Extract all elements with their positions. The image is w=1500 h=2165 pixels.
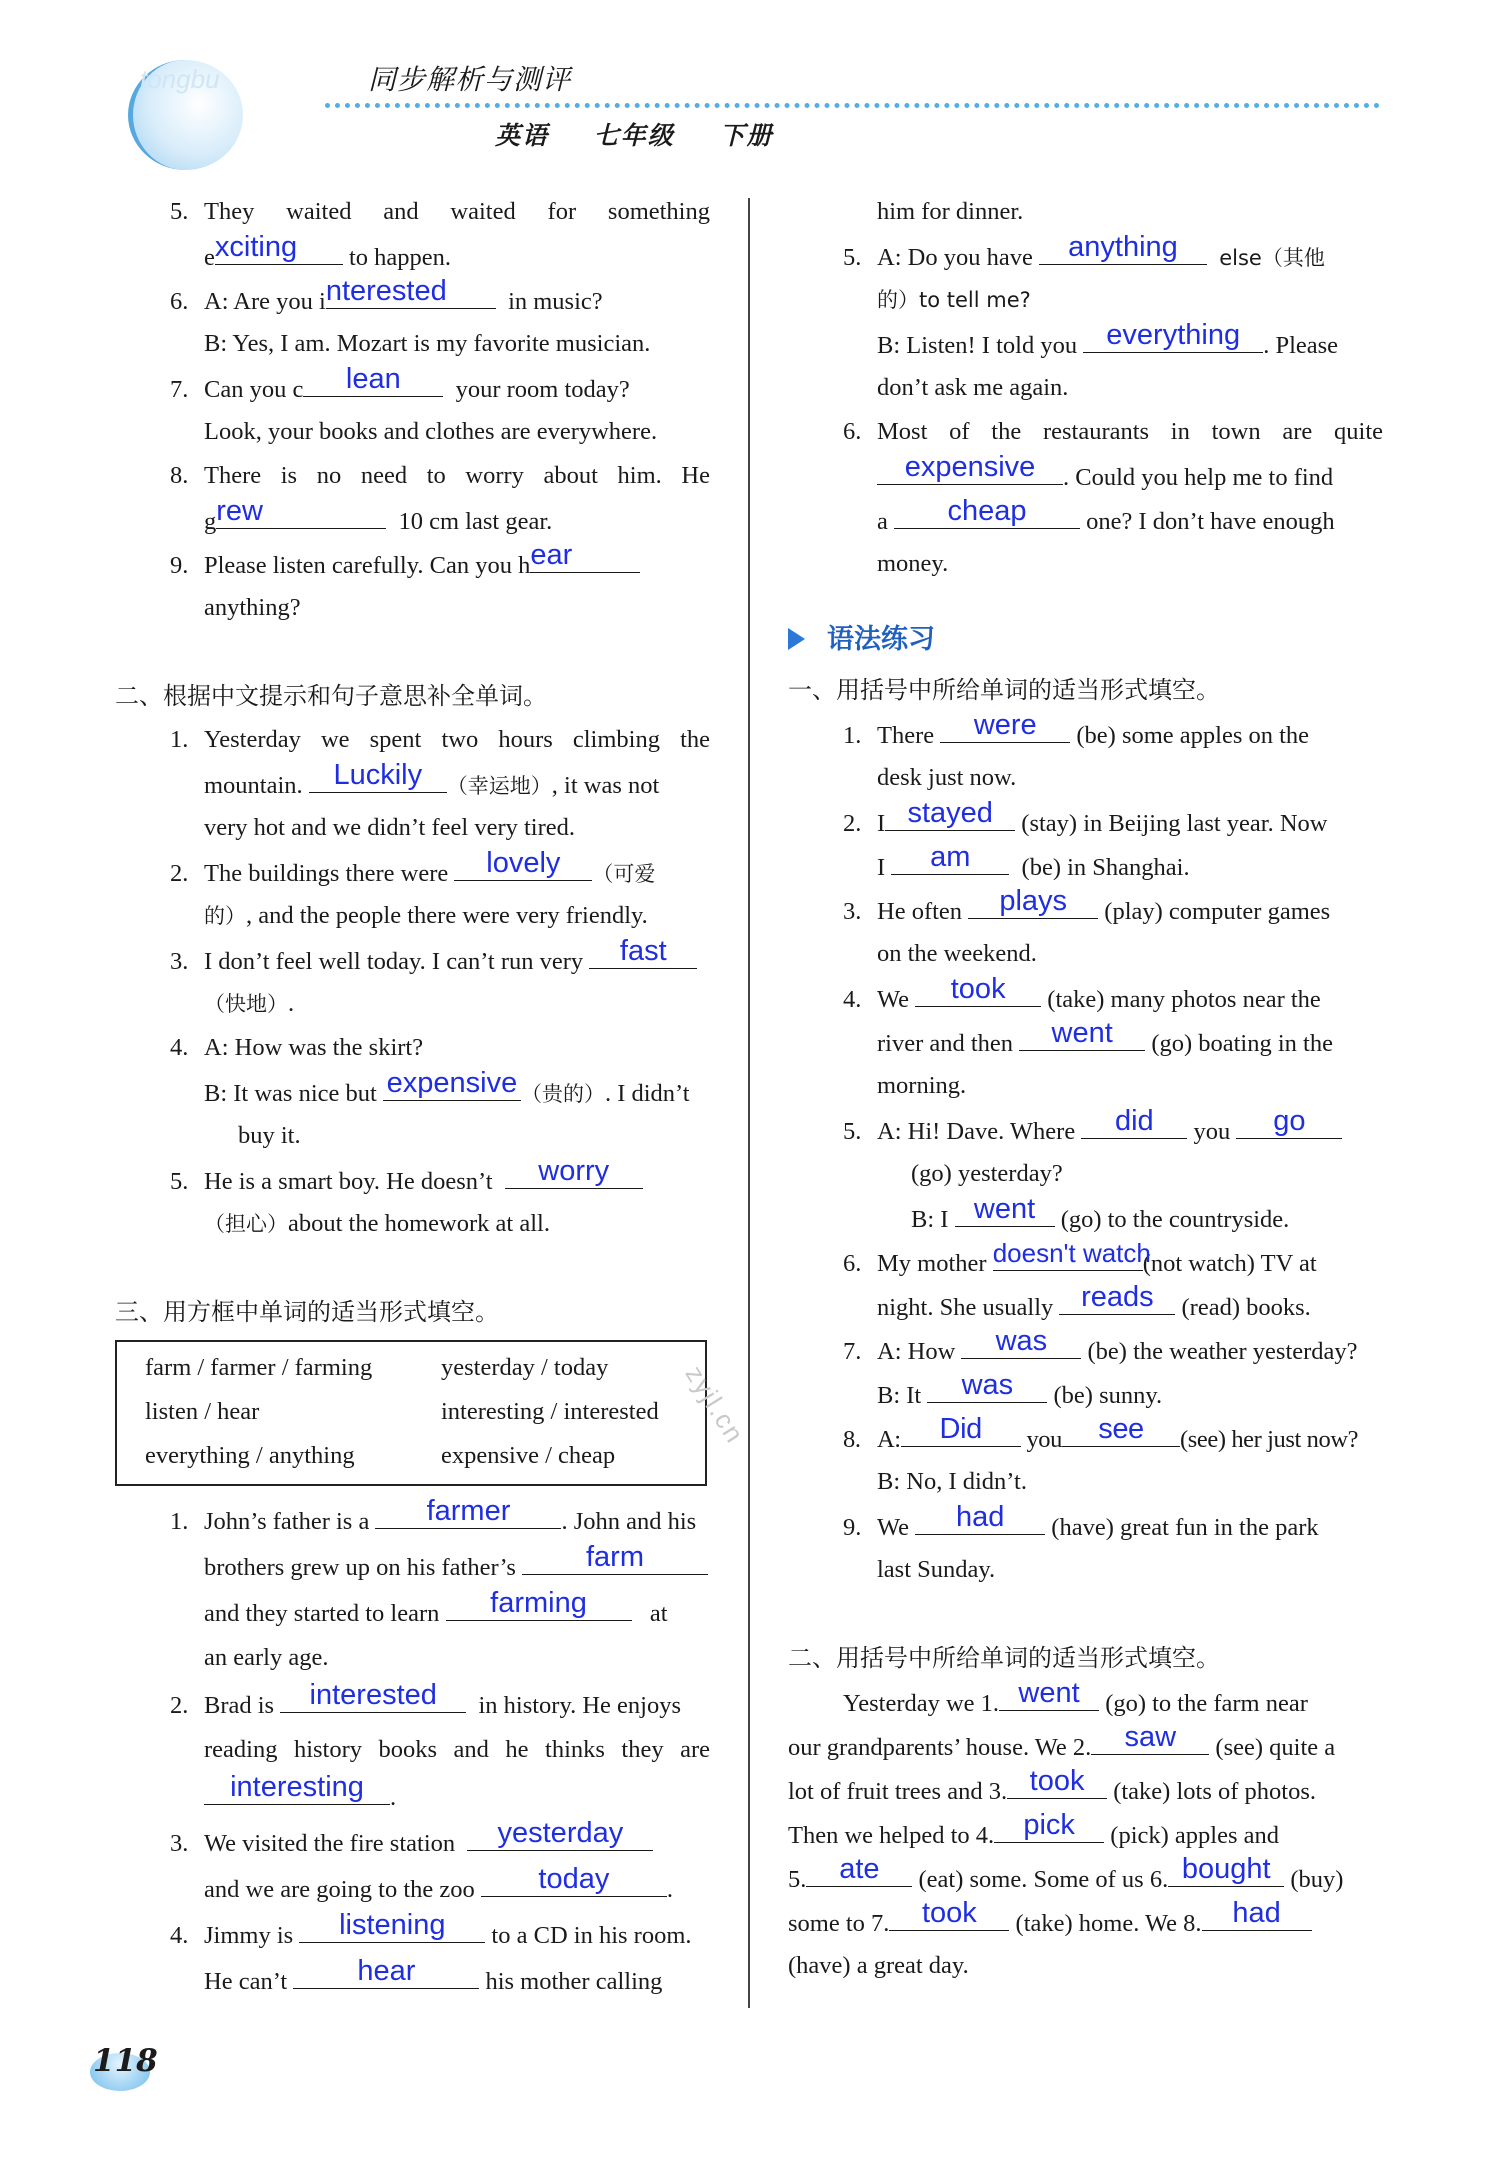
question-line: 9. We had (have) great fun in the park [843, 1501, 1319, 1541]
triangle-bullet-icon [788, 628, 805, 650]
question-line: 3. He often plays (play) computer games [843, 885, 1331, 925]
answer-blank[interactable]: interested [280, 1682, 466, 1713]
volume: 下册 [719, 121, 774, 150]
column-divider [748, 198, 750, 2008]
answer-blank[interactable]: farming [446, 1590, 632, 1621]
question-line: mountain. Luckily （幸运地）, it was not [204, 759, 660, 799]
question-line: 1. John’s father is a farmer . John and his [170, 1495, 697, 1535]
question-line: 5. A: Do you have anything else（其他 [843, 231, 1325, 271]
answer-blank[interactable]: was [927, 1372, 1047, 1403]
answer-blank[interactable]: saw [1091, 1724, 1209, 1755]
passage-line: some to 7. took (take) home. We 8. had [788, 1900, 1383, 1944]
question-line: interesting . [115, 1774, 710, 1820]
answer-blank[interactable]: lean [303, 366, 443, 397]
answer-blank[interactable]: took [915, 976, 1041, 1007]
question-line: don’t ask me again. [877, 374, 1069, 401]
question-line: 1. Yesterday we spent two hours climbing the [170, 726, 710, 753]
answer-blank[interactable]: stayed [885, 800, 1015, 831]
question-line: g rew 10 cm last gear. [204, 495, 553, 535]
answer-blank[interactable]: took [1007, 1768, 1107, 1799]
answer-blank[interactable]: were [940, 712, 1070, 743]
answer-blank[interactable]: hear [293, 1958, 479, 1989]
answer-blank[interactable]: ate [806, 1856, 912, 1887]
question-line: 6. My mother doesn't watch (not watch) TV at [843, 1238, 1317, 1277]
answer-blank[interactable]: farm [522, 1544, 708, 1575]
question-line: 1. There were (be) some apples on the [843, 709, 1310, 749]
question-line: buy it. [238, 1122, 301, 1149]
answer-blank[interactable]: go [1236, 1108, 1342, 1139]
question-line: B: It was nice but expensive （贵的）. I didn’t [204, 1067, 690, 1107]
word-box-row: listen / hear interesting / interested [145, 1398, 659, 1425]
answer-blank[interactable]: had [915, 1504, 1045, 1535]
right-column [788, 190, 1383, 1988]
question-line: anything? [204, 594, 301, 621]
question-line: and they started to learn farming at [204, 1587, 668, 1627]
answer-blank[interactable]: listening [299, 1912, 485, 1943]
answer-blank[interactable]: plays [968, 888, 1098, 919]
answer-blank[interactable]: did [1081, 1108, 1187, 1139]
question-line: He can’t hear his mother calling [204, 1955, 663, 1995]
question-line: （快地）. [204, 990, 295, 1017]
answer-blank[interactable]: ear [530, 542, 640, 573]
answer-blank[interactable]: anything [1039, 234, 1207, 265]
question-line: B: I went (go) to the countryside. [911, 1193, 1290, 1233]
question-line: 7. Can you c lean your room today? [170, 363, 630, 403]
answer-blank[interactable]: went [999, 1680, 1099, 1711]
page-header [0, 0, 1500, 170]
grammar-section-title: 语法练习 [788, 612, 1383, 668]
header-dotted-rule [325, 103, 1380, 108]
answer-blank[interactable]: Did [901, 1416, 1021, 1447]
question-line: brothers grew up on his father’s farm [115, 1544, 710, 1590]
section-title: 一、用括号中所给单词的适当形式填空。 [788, 676, 1220, 704]
logo-text: tongbu [140, 64, 220, 94]
section-title: 三、用方框中单词的适当形式填空。 [115, 1298, 499, 1326]
question-line: 5. They waited and waited for something [170, 198, 710, 225]
question-line: 8. A: Did you see (see) her just now? [843, 1413, 1359, 1453]
question-line: B: It was (be) sunny. [877, 1369, 1163, 1409]
answer-blank[interactable]: nterested [326, 278, 496, 309]
left-column [115, 190, 710, 2004]
answer-blank[interactable]: everything [1083, 322, 1263, 353]
word-box-row: farm / farmer / farming yesterday / today [145, 1354, 609, 1381]
word-box [115, 1340, 707, 1486]
question-line: 6. Most of the restaurants in town are quite [843, 418, 1383, 445]
answer-blank[interactable]: farmer [375, 1498, 561, 1529]
answer-blank[interactable]: took [889, 1900, 1009, 1931]
question-line: 2. The buildings there were lovely （可爱 [170, 847, 656, 887]
question-line: 3. I don’t feel well today. I can’t run very fast [115, 938, 710, 982]
question-line: 3. We visited the fire station yesterday [115, 1820, 710, 1866]
question-line: 2. Brad is interested in history. He enjoys [170, 1679, 682, 1719]
subject: 英语 [495, 121, 550, 150]
page-number: 118 [88, 2035, 152, 2099]
answer-blank[interactable]: interesting [204, 1774, 390, 1805]
answer-blank[interactable]: fast [589, 938, 697, 969]
question-line: 6. A: Are you i nterested in music? [170, 275, 603, 315]
word-box-row: everything / anything expensive / cheap [145, 1442, 616, 1469]
answer-blank[interactable]: cheap [894, 498, 1080, 529]
question-line: 7. A: How was (be) the weather yesterday? [843, 1325, 1358, 1365]
question-line: 4. A: How was the skirt? [170, 1034, 424, 1061]
section-title: 二、用括号中所给单词的适当形式填空。 [788, 1644, 1220, 1672]
question-line: morning. [877, 1072, 967, 1099]
answer-blank[interactable]: xciting [215, 234, 343, 265]
answer-blank[interactable]: Luckily [309, 762, 447, 793]
question-line: reading history books and he thinks they are [204, 1736, 710, 1763]
question-line: 2. I stayed (stay) in Beijing last year. Now [843, 797, 1328, 837]
watermark: zyjl.cn [679, 1360, 751, 1450]
passage-line: our grandparents’ house. We 2. saw (see) quite a [788, 1721, 1336, 1761]
question-line: an early age. [204, 1644, 329, 1671]
question-line: Look, your books and clothes are everywhere. [204, 418, 658, 445]
answer-blank[interactable]: had [1202, 1900, 1312, 1931]
passage-line: (have) a great day. [788, 1952, 969, 1979]
question-line: last Sunday. [877, 1556, 996, 1583]
question-line: B: Yes, I am. Mozart is my favorite musician. [204, 330, 651, 357]
answer-blank[interactable]: doesn't watch [993, 1240, 1143, 1271]
answer-blank[interactable]: reads [1059, 1284, 1175, 1315]
answer-blank[interactable]: expensive [877, 454, 1063, 485]
question-line: B: Listen! I told you everything . Please [877, 319, 1339, 359]
question-line: (go) yesterday? [911, 1160, 1063, 1187]
question-line: I am (be) in Shanghai. [877, 841, 1190, 881]
question-line: B: No, I didn’t. [877, 1468, 1027, 1495]
answer-blank[interactable]: yesterday [467, 1820, 653, 1851]
question-line: on the weekend. [877, 940, 1037, 967]
book-subtitle [495, 116, 807, 152]
answer-blank[interactable]: lovely [454, 850, 592, 881]
passage-line: 5. ate (eat) some. Some of us 6. bought (buy) [788, 1853, 1344, 1893]
answer-blank[interactable]: am [891, 844, 1009, 875]
passage-line: Yesterday we 1. went (go) to the farm near [843, 1677, 1308, 1717]
question-line: very hot and we didn’t feel very tired. [204, 814, 576, 841]
answer-blank[interactable]: bought [1168, 1856, 1284, 1887]
question-line: money. [877, 550, 949, 577]
question-line: e xciting to happen. [204, 231, 452, 271]
question-line: him for dinner. [877, 198, 1024, 225]
passage-line: Then we helped to 4. pick (pick) apples and [788, 1809, 1279, 1849]
question-line: （担心）about the homework at all. [204, 1210, 550, 1237]
book-title: 同步解析与测评 [368, 63, 572, 96]
passage-line: lot of fruit trees and 3. took (take) lots of photos. [788, 1765, 1316, 1805]
answer-blank[interactable]: see [1062, 1416, 1180, 1447]
section-title: 二、根据中文提示和句子意思补全单词。 [115, 682, 547, 710]
question-line: a cheap one? I don’t have enough [877, 495, 1335, 535]
question-line: 的）to tell me? [877, 288, 1031, 312]
question-line: and we are going to the zoo today . [204, 1863, 674, 1903]
question-line: 4. We took (take) many photos near the [843, 973, 1321, 1013]
answer-blank[interactable]: expensive [383, 1070, 521, 1101]
answer-blank[interactable]: worry [505, 1158, 643, 1189]
question-line: night. She usually reads (read) books. [877, 1281, 1311, 1321]
question-line: 8. There is no need to worry about him. He [170, 462, 710, 489]
answer-blank[interactable]: today [481, 1866, 667, 1897]
question-line: river and then went (go) boating in the [877, 1017, 1333, 1057]
question-line: expensive . Could you help me to find [788, 454, 1383, 498]
answer-blank[interactable]: pick [994, 1812, 1104, 1843]
question-line: 5. He is a smart boy. He doesn’t worry [115, 1158, 710, 1202]
question-line: 9. Please listen carefully. Can you h ear [115, 542, 710, 586]
question-line: 4. Jimmy is listening to a CD in his room. [170, 1909, 692, 1949]
grade: 七年级 [593, 121, 675, 150]
question-line: desk just now. [877, 764, 1017, 791]
question-line: 的）, and the people there were very friendly. [204, 902, 648, 929]
answer-blank[interactable]: went [955, 1196, 1055, 1227]
answer-blank[interactable]: was [961, 1328, 1081, 1359]
answer-blank[interactable]: rew [216, 498, 386, 529]
question-line: 5. A: Hi! Dave. Where did you go [788, 1108, 1383, 1152]
answer-blank[interactable]: went [1019, 1020, 1145, 1051]
